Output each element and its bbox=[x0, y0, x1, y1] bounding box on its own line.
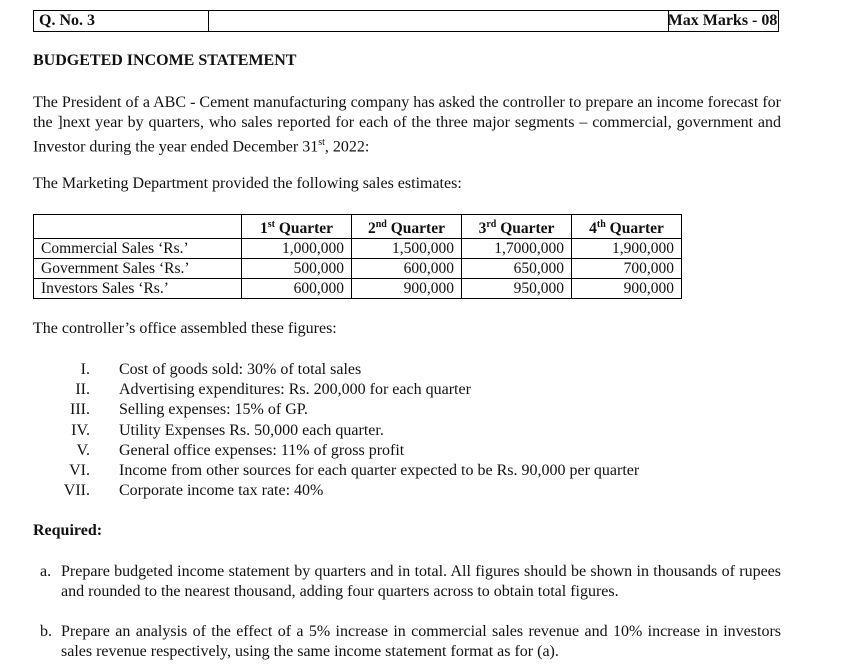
list-text: Selling expenses: 15% of GP. bbox=[119, 401, 308, 419]
table-cell: 950,000 bbox=[462, 279, 572, 299]
required-item-b bbox=[33, 622, 781, 662]
question-header bbox=[33, 10, 779, 32]
document-title: BUDGETED INCOME STATEMENT bbox=[33, 52, 297, 69]
table-cell: 900,000 bbox=[352, 279, 462, 299]
list-numeral: VII. bbox=[63, 482, 90, 500]
figures-list bbox=[50, 360, 639, 501]
marketing-text: The Marketing Department provided the following sales estimates: bbox=[33, 175, 462, 192]
list-item bbox=[50, 380, 639, 400]
table-cell: 600,000 bbox=[352, 259, 462, 279]
table-cell: 650,000 bbox=[462, 259, 572, 279]
list-numeral: V. bbox=[76, 441, 90, 459]
list-text: Advertising expenditures: Rs. 200,000 for each quarter bbox=[119, 381, 471, 399]
table-cell: 1,7000,000 bbox=[462, 239, 572, 259]
max-marks: Max Marks - 08 bbox=[667, 12, 778, 29]
table-cell: 700,000 bbox=[572, 259, 682, 279]
table-row bbox=[34, 259, 682, 279]
intro-text-end: , 2022: bbox=[324, 138, 370, 156]
table-cell: 600,000 bbox=[242, 279, 352, 299]
item-letter: a. bbox=[40, 563, 52, 580]
controller-text: The controller’s office assembled these figures: bbox=[33, 320, 337, 337]
sales-estimates-table bbox=[33, 214, 682, 299]
list-item bbox=[50, 481, 639, 501]
intro-text: The President of a ABC - Cement manufacturing company has asked the controller to prepare an income forecast for the ]next year by quarters, who sales reported for each of the three major segments – commercial, government and Investor during the year ended December 31 bbox=[33, 94, 781, 156]
table-cell: 1,000,000 bbox=[242, 239, 352, 259]
table-cell: 1,900,000 bbox=[572, 239, 682, 259]
required-heading: Required: bbox=[33, 522, 103, 539]
intro-paragraph bbox=[33, 93, 781, 157]
row-label: Commercial Sales ‘Rs.’ bbox=[34, 239, 242, 259]
table-cell: 1,500,000 bbox=[352, 239, 462, 259]
item-text: Prepare an analysis of the effect of a 5% increase in commercial sales revenue and 10% increase in investors sales revenue respectively, using the same income statement format as for (a). bbox=[61, 623, 781, 660]
header-blank-cell bbox=[209, 11, 669, 31]
item-letter: b. bbox=[40, 623, 52, 640]
quarter-header: 3rd Quarter bbox=[462, 215, 572, 239]
list-item bbox=[50, 400, 639, 420]
row-label: Government Sales ‘Rs.’ bbox=[34, 259, 242, 279]
table-row bbox=[34, 279, 682, 299]
list-text: Utility Expenses Rs. 50,000 each quarter. bbox=[119, 421, 384, 439]
list-text: General office expenses: 11% of gross profit bbox=[119, 441, 405, 459]
list-numeral: VI. bbox=[69, 462, 90, 480]
quarter-header: 4th Quarter bbox=[572, 215, 682, 239]
list-numeral: IV. bbox=[71, 421, 90, 439]
list-item bbox=[50, 461, 639, 481]
table-cell: 500,000 bbox=[242, 259, 352, 279]
quarter-header: 2nd Quarter bbox=[352, 215, 462, 239]
list-text: Corporate income tax rate: 40% bbox=[119, 482, 324, 500]
intro-sup: st bbox=[318, 137, 325, 148]
required-item-a bbox=[33, 562, 781, 602]
table-corner-cell bbox=[34, 215, 242, 239]
item-text: Prepare budgeted income statement by quarters and in total. All figures should be shown in thousands of rupees and rounded to the nearest thousand, adding four quarters across to obtain total figures. bbox=[61, 563, 781, 600]
question-number: Q. No. 3 bbox=[34, 11, 209, 31]
list-numeral: III. bbox=[70, 401, 90, 419]
list-text: Income from other sources for each quarter expected to be Rs. 90,000 per quarter bbox=[119, 462, 640, 480]
list-item bbox=[50, 421, 639, 441]
row-label: Investors Sales ‘Rs.’ bbox=[34, 279, 242, 299]
table-row bbox=[34, 239, 682, 259]
list-numeral: II. bbox=[75, 381, 90, 399]
table-header-row bbox=[34, 215, 682, 239]
list-item bbox=[50, 441, 639, 461]
quarter-header: 1st Quarter bbox=[242, 215, 352, 239]
list-item bbox=[50, 360, 639, 380]
list-numeral: I. bbox=[80, 361, 90, 378]
table-cell: 900,000 bbox=[572, 279, 682, 299]
list-text: Cost of goods sold: 30% of total sales bbox=[119, 361, 362, 378]
